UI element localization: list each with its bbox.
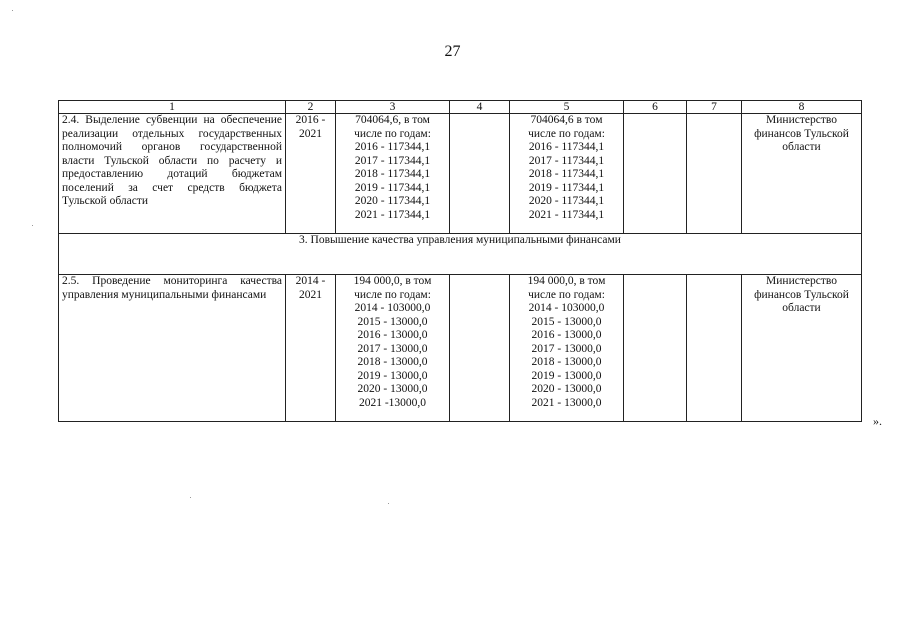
scan-speck (388, 503, 389, 504)
header-col-8: 8 (742, 101, 862, 114)
header-col-4: 4 (450, 101, 510, 114)
funding-line: 194 000,0, в том (353, 275, 432, 287)
measure-period (286, 114, 336, 234)
funding-line: 2021 - 117344,1 (354, 208, 431, 221)
empty-cell (687, 275, 742, 422)
page-number: 27 (444, 43, 461, 60)
period-end: 2021 (299, 127, 322, 140)
table-row (59, 114, 862, 234)
funding-total-cell (336, 275, 450, 422)
header-col-3: 3 (336, 101, 450, 114)
funding-line: 704064,6 в том (530, 114, 603, 126)
funding-line: числе по годам: (528, 127, 605, 140)
header-col-7: 7 (687, 101, 742, 114)
closing-quote-mark: ». (873, 414, 882, 428)
period-start: 2016 - (295, 114, 326, 126)
header-col-6: 6 (624, 101, 687, 114)
funding-total-cell (336, 114, 450, 234)
funding-regional-cell (510, 114, 624, 234)
section-title: 3. Повышение качества управления муниципальными финансами (59, 234, 862, 275)
measure-period (286, 275, 336, 422)
header-col-5: 5 (510, 101, 624, 114)
funding-line: 2015 - 13000,0 (357, 315, 428, 328)
funding-line: 2019 - 13000,0 (357, 369, 428, 382)
funding-line: 2019 - 13000,0 (531, 369, 602, 382)
header-row (59, 101, 862, 114)
funding-line: 2021 - 13000,0 (531, 396, 602, 409)
scan-speck (190, 497, 191, 498)
header-col-1: 1 (59, 101, 286, 114)
funding-regional-cell (510, 275, 624, 422)
section-row (59, 234, 862, 275)
funding-line: 2015 - 13000,0 (531, 315, 602, 328)
scan-speck (12, 10, 13, 11)
funding-line: 2020 - 117344,1 (354, 195, 431, 207)
funding-line: 2016 - 117344,1 (528, 141, 605, 153)
funding-line: 2020 - 13000,0 (531, 383, 602, 395)
funding-line: 2016 - 13000,0 (531, 329, 602, 341)
period-start: 2014 - (295, 275, 326, 287)
measure-description: 2.4. Выделение субвенции на обеспечение реализации отдельных государственных полномочий органов государственной власти Тульской области по расчету и предоставлению дотаций бюджетам поселений за счет средств бюджета Тульской области (59, 114, 286, 234)
empty-cell (450, 114, 510, 234)
funding-line: числе по годам: (528, 288, 605, 301)
empty-cell (624, 275, 687, 422)
empty-cell (450, 275, 510, 422)
empty-cell (624, 114, 687, 234)
empty-cell (687, 114, 742, 234)
funding-line: 194 000,0, в том (527, 275, 606, 287)
measure-description: 2.5. Проведение мониторинга качества управления муниципальными финансами (59, 275, 286, 422)
funding-line: 2016 - 117344,1 (354, 141, 431, 153)
header-col-2: 2 (286, 101, 336, 114)
funding-line: 2014 - 103000,0 (528, 302, 605, 314)
funding-line: 2018 - 117344,1 (354, 168, 431, 180)
funding-line: 2018 - 117344,1 (528, 168, 605, 180)
funding-line: 2018 - 13000,0 (357, 356, 428, 368)
funding-line: 2014 - 103000,0 (354, 302, 431, 314)
period-end: 2021 (299, 288, 322, 301)
executor-cell: Министерство финансов Тульской области (742, 275, 862, 422)
funding-line: 2016 - 13000,0 (357, 329, 428, 341)
funding-line: 2019 - 117344,1 (528, 181, 605, 194)
funding-line: 2021 - 117344,1 (528, 208, 605, 221)
funding-line: 2020 - 117344,1 (528, 195, 605, 207)
funding-line: 2017 - 117344,1 (354, 154, 431, 167)
scan-speck (32, 225, 33, 226)
funding-line: 2021 -13000,0 (358, 396, 427, 409)
funding-line: числе по годам: (354, 288, 431, 301)
funding-line: 2017 - 117344,1 (528, 154, 605, 167)
funding-line: 2020 - 13000,0 (357, 383, 428, 395)
executor-cell: Министерство финансов Тульской области (742, 114, 862, 234)
funding-line: 2018 - 13000,0 (531, 356, 602, 368)
funding-line: 2017 - 13000,0 (357, 342, 428, 355)
funding-line: 2017 - 13000,0 (531, 342, 602, 355)
table-row (59, 275, 862, 422)
funding-line: числе по годам: (354, 127, 431, 140)
program-table (58, 100, 862, 422)
funding-line: 2019 - 117344,1 (354, 181, 431, 194)
funding-line: 704064,6, в том (355, 114, 430, 126)
